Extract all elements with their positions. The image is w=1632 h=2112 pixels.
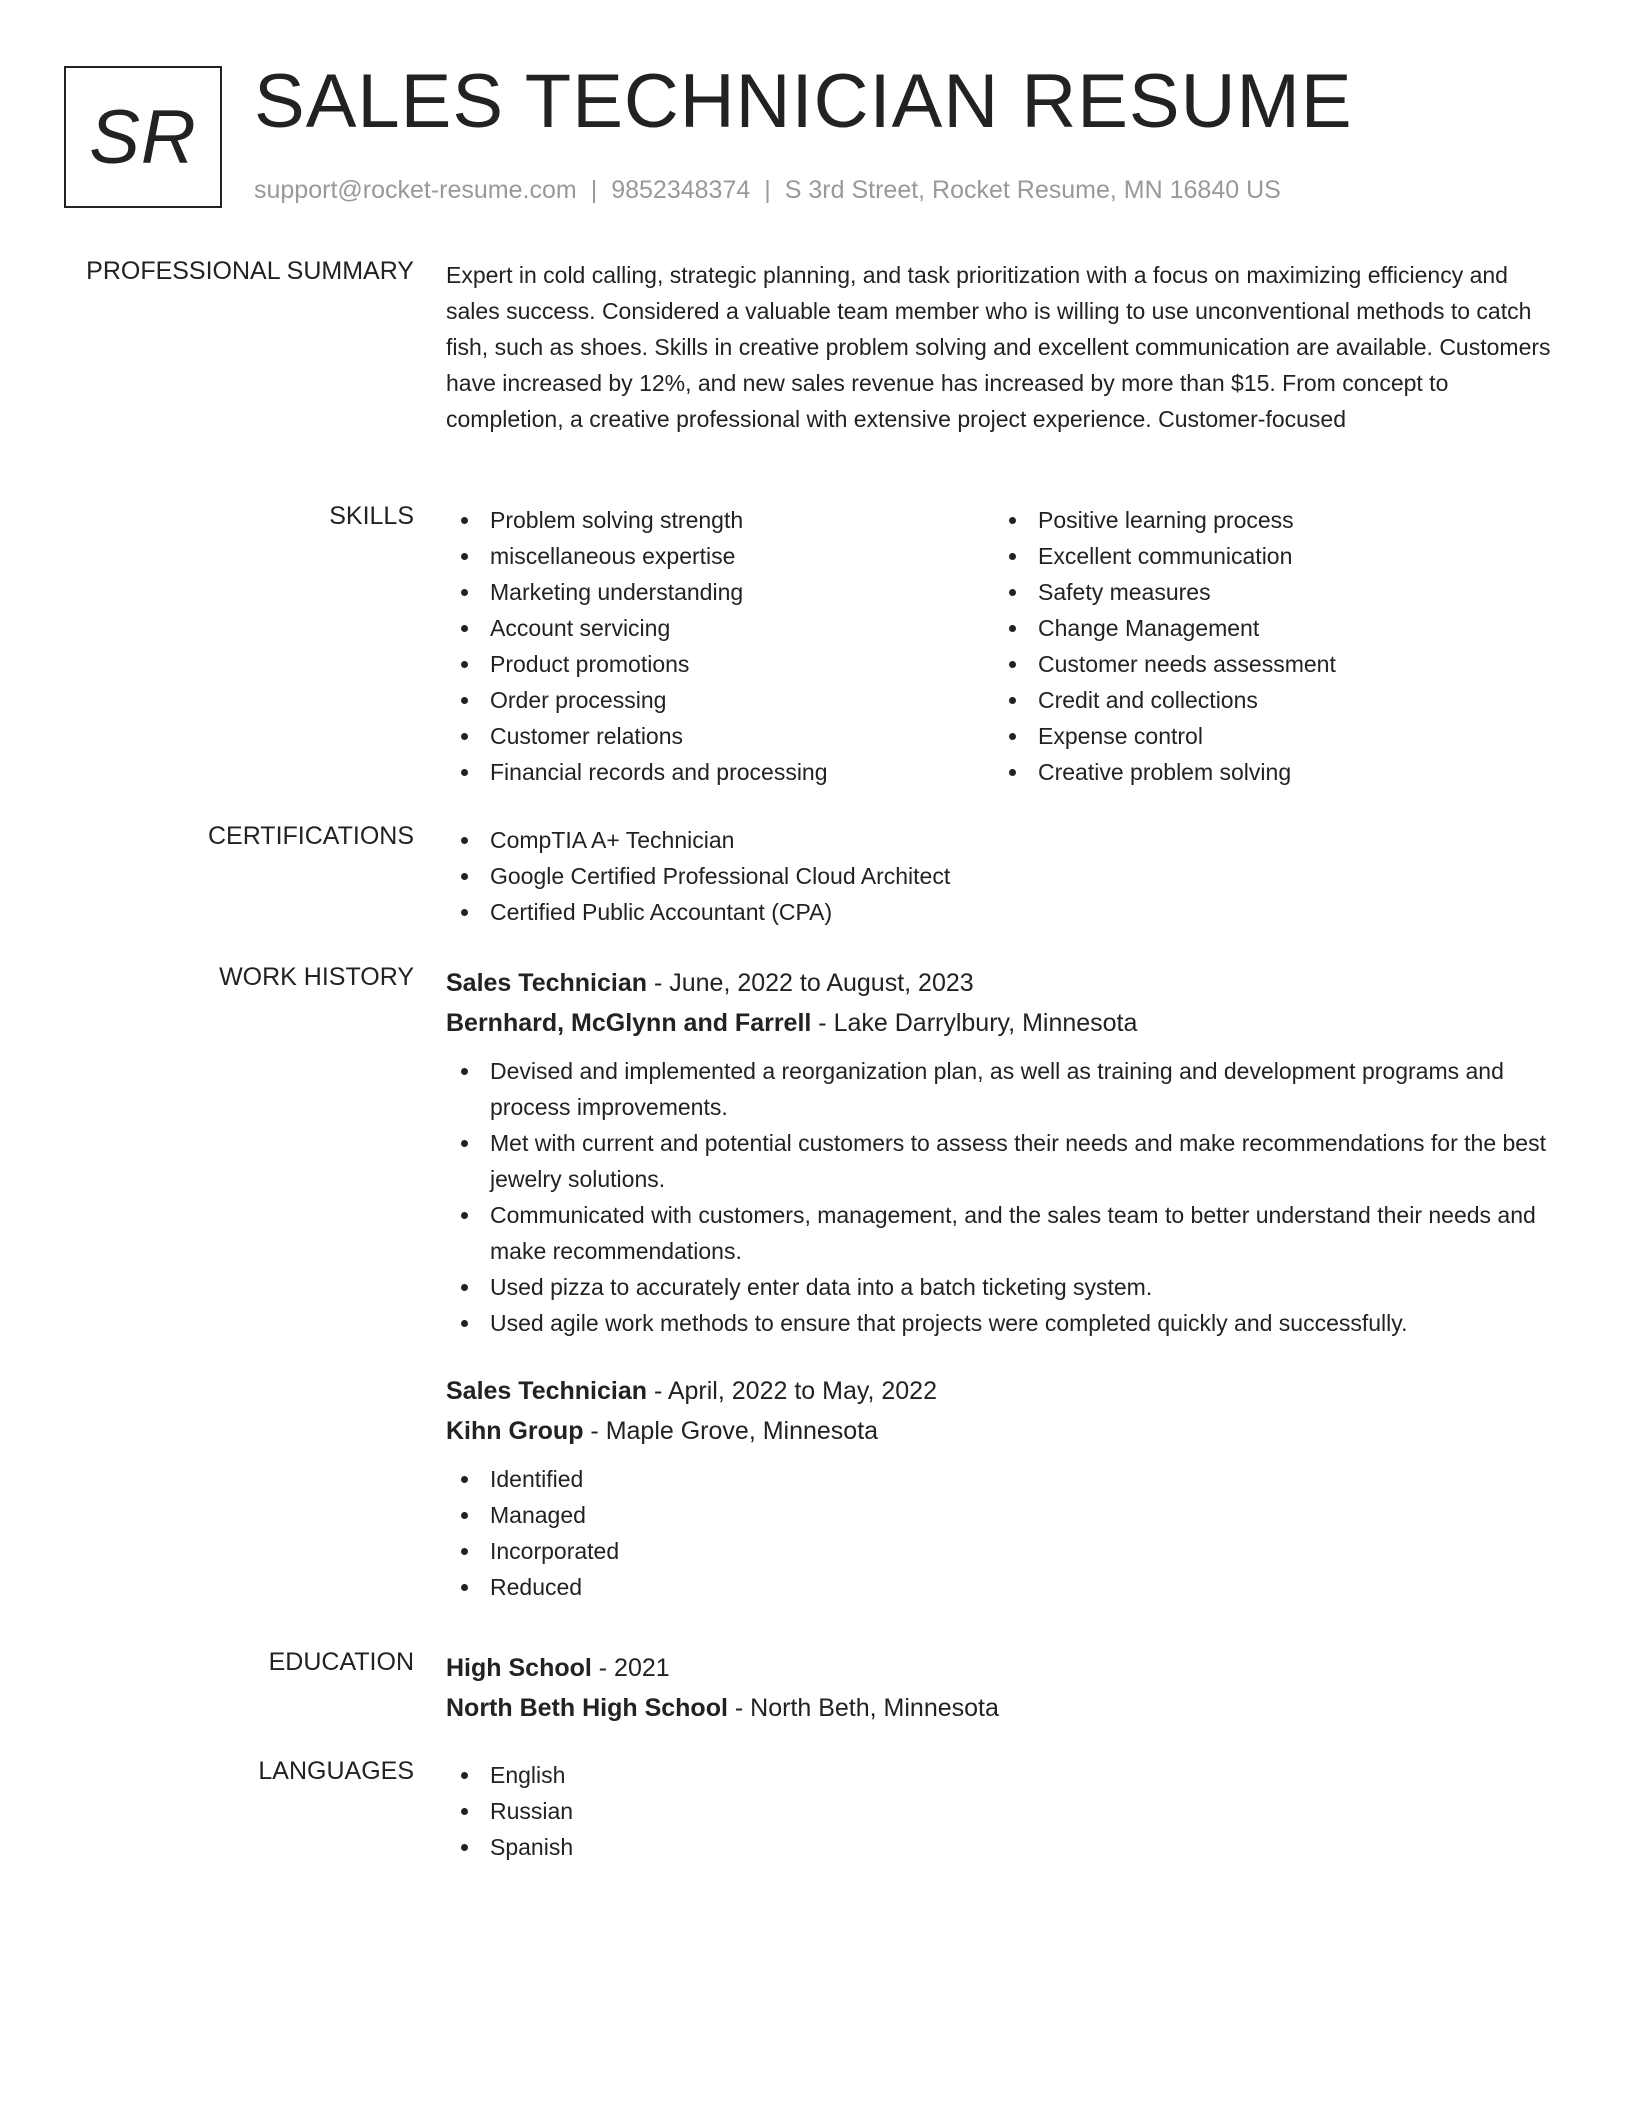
job-duty: Met with current and potential customers to assess their needs and make recommendations for the best jewelry solutions. [446,1125,1562,1197]
contact-address: S 3rd Street, Rocket Resume, MN 16840 US [784,176,1281,204]
skill-item: Positive learning process [994,502,1542,538]
skills-columns [446,502,1562,790]
job-location: - Lake Darrylbury, Minnesota [811,1009,1138,1037]
contact-line [254,176,1281,205]
skill-item: Customer needs assessment [994,646,1542,682]
job-company: Bernhard, McGlynn and Farrell [446,1009,812,1037]
contact-separator: | [590,176,598,204]
job-duty: Devised and implemented a reorganization plan, as well as training and development programs and process improvements. [446,1053,1562,1125]
section-label-education: EDUCATION [268,1648,414,1676]
job-title-line [446,1371,1562,1411]
section-label-certifications: CERTIFICATIONS [207,822,414,850]
job-duty: Reduced [446,1569,1562,1605]
job-duty: Used pizza to accurately enter data into a batch ticketing system. [446,1269,1562,1305]
skill-item: Marketing understanding [446,574,994,610]
contact-email[interactable]: support@rocket-resume.com [254,176,577,204]
skill-item: Account servicing [446,610,994,646]
certification-item: Certified Public Accountant (CPA) [446,894,1562,930]
job-dates: - June, 2022 to August, 2023 [647,969,974,997]
skill-item: Change Management [994,610,1542,646]
job-entry [446,1371,1562,1605]
contact-phone[interactable]: 9852348374 [611,176,751,204]
section-label-skills: SKILLS [329,502,414,530]
skill-item: Credit and collections [994,682,1542,718]
job-duty: Identified [446,1461,1562,1497]
language-item: Russian [446,1793,1562,1829]
languages-body [446,1757,1562,1865]
skill-item: Safety measures [994,574,1542,610]
job-duty: Communicated with customers, management, and the sales team to better understand their needs and make recommendations. [446,1197,1562,1269]
job-company-line [446,1003,1562,1043]
skill-item: Financial records and processing [446,754,994,790]
skill-item: Expense control [994,718,1542,754]
education-body [446,1648,1562,1728]
education-degree: High School [446,1654,592,1682]
job-dates: - April, 2022 to May, 2022 [647,1377,937,1405]
languages-list [446,1757,1562,1865]
certifications-body [446,822,1562,930]
language-item: Spanish [446,1829,1562,1865]
skill-item: Problem solving strength [446,502,994,538]
skill-item: Product promotions [446,646,994,682]
skill-item: Order processing [446,682,994,718]
education-school: North Beth High School [446,1694,728,1722]
section-label-languages: LANGUAGES [258,1757,414,1785]
summary-text: Expert in cold calling, strategic planning, and task prioritization with a focus on maximizing efficiency and sales success. Considered a valuable team member who is willing to use unconventional methods to catch fish, such as shoes. Skills in creative problem solving and excellent communication are available. Customers have increased by 12%, and new sales revenue has increased by more than $15. From concept to completion, a creative professional with extensive project experience. Customer-focused [446,262,1551,432]
job-company-line [446,1411,1562,1451]
skill-item: miscellaneous expertise [446,538,994,574]
job-duties-list [446,1053,1562,1341]
education-degree-line [446,1648,1562,1688]
job-duty: Managed [446,1497,1562,1533]
job-duties-list [446,1461,1562,1605]
job-entry [446,963,1562,1341]
job-duty: Used agile work methods to ensure that projects were completed quickly and successfully. [446,1305,1562,1341]
certification-item: Google Certified Professional Cloud Architect [446,858,1562,894]
certification-item: CompTIA A+ Technician [446,822,1562,858]
job-title: Sales Technician [446,1377,648,1405]
job-duty: Incorporated [446,1533,1562,1569]
section-label-summary: PROFESSIONAL SUMMARY [86,257,414,285]
resume-title: SALES TECHNICIAN RESUME [254,59,1353,144]
skill-item: Excellent communication [994,538,1542,574]
education-school-line [446,1688,1562,1728]
job-company: Kihn Group [446,1417,584,1445]
skills-list-left [446,502,994,790]
monogram-logo: SR [64,66,222,208]
job-location: - Maple Grove, Minnesota [583,1417,879,1445]
job-title: Sales Technician [446,969,648,997]
work-history-body [446,963,1562,1605]
education-year: - 2021 [591,1654,670,1682]
job-title-line [446,963,1562,1003]
language-item: English [446,1757,1562,1793]
section-label-work-history: WORK HISTORY [219,963,414,991]
skill-item: Creative problem solving [994,754,1542,790]
skill-item: Customer relations [446,718,994,754]
education-location: - North Beth, Minnesota [727,1694,999,1722]
skills-list-right [994,502,1542,790]
contact-separator: | [764,176,771,204]
certifications-list [446,822,1562,930]
